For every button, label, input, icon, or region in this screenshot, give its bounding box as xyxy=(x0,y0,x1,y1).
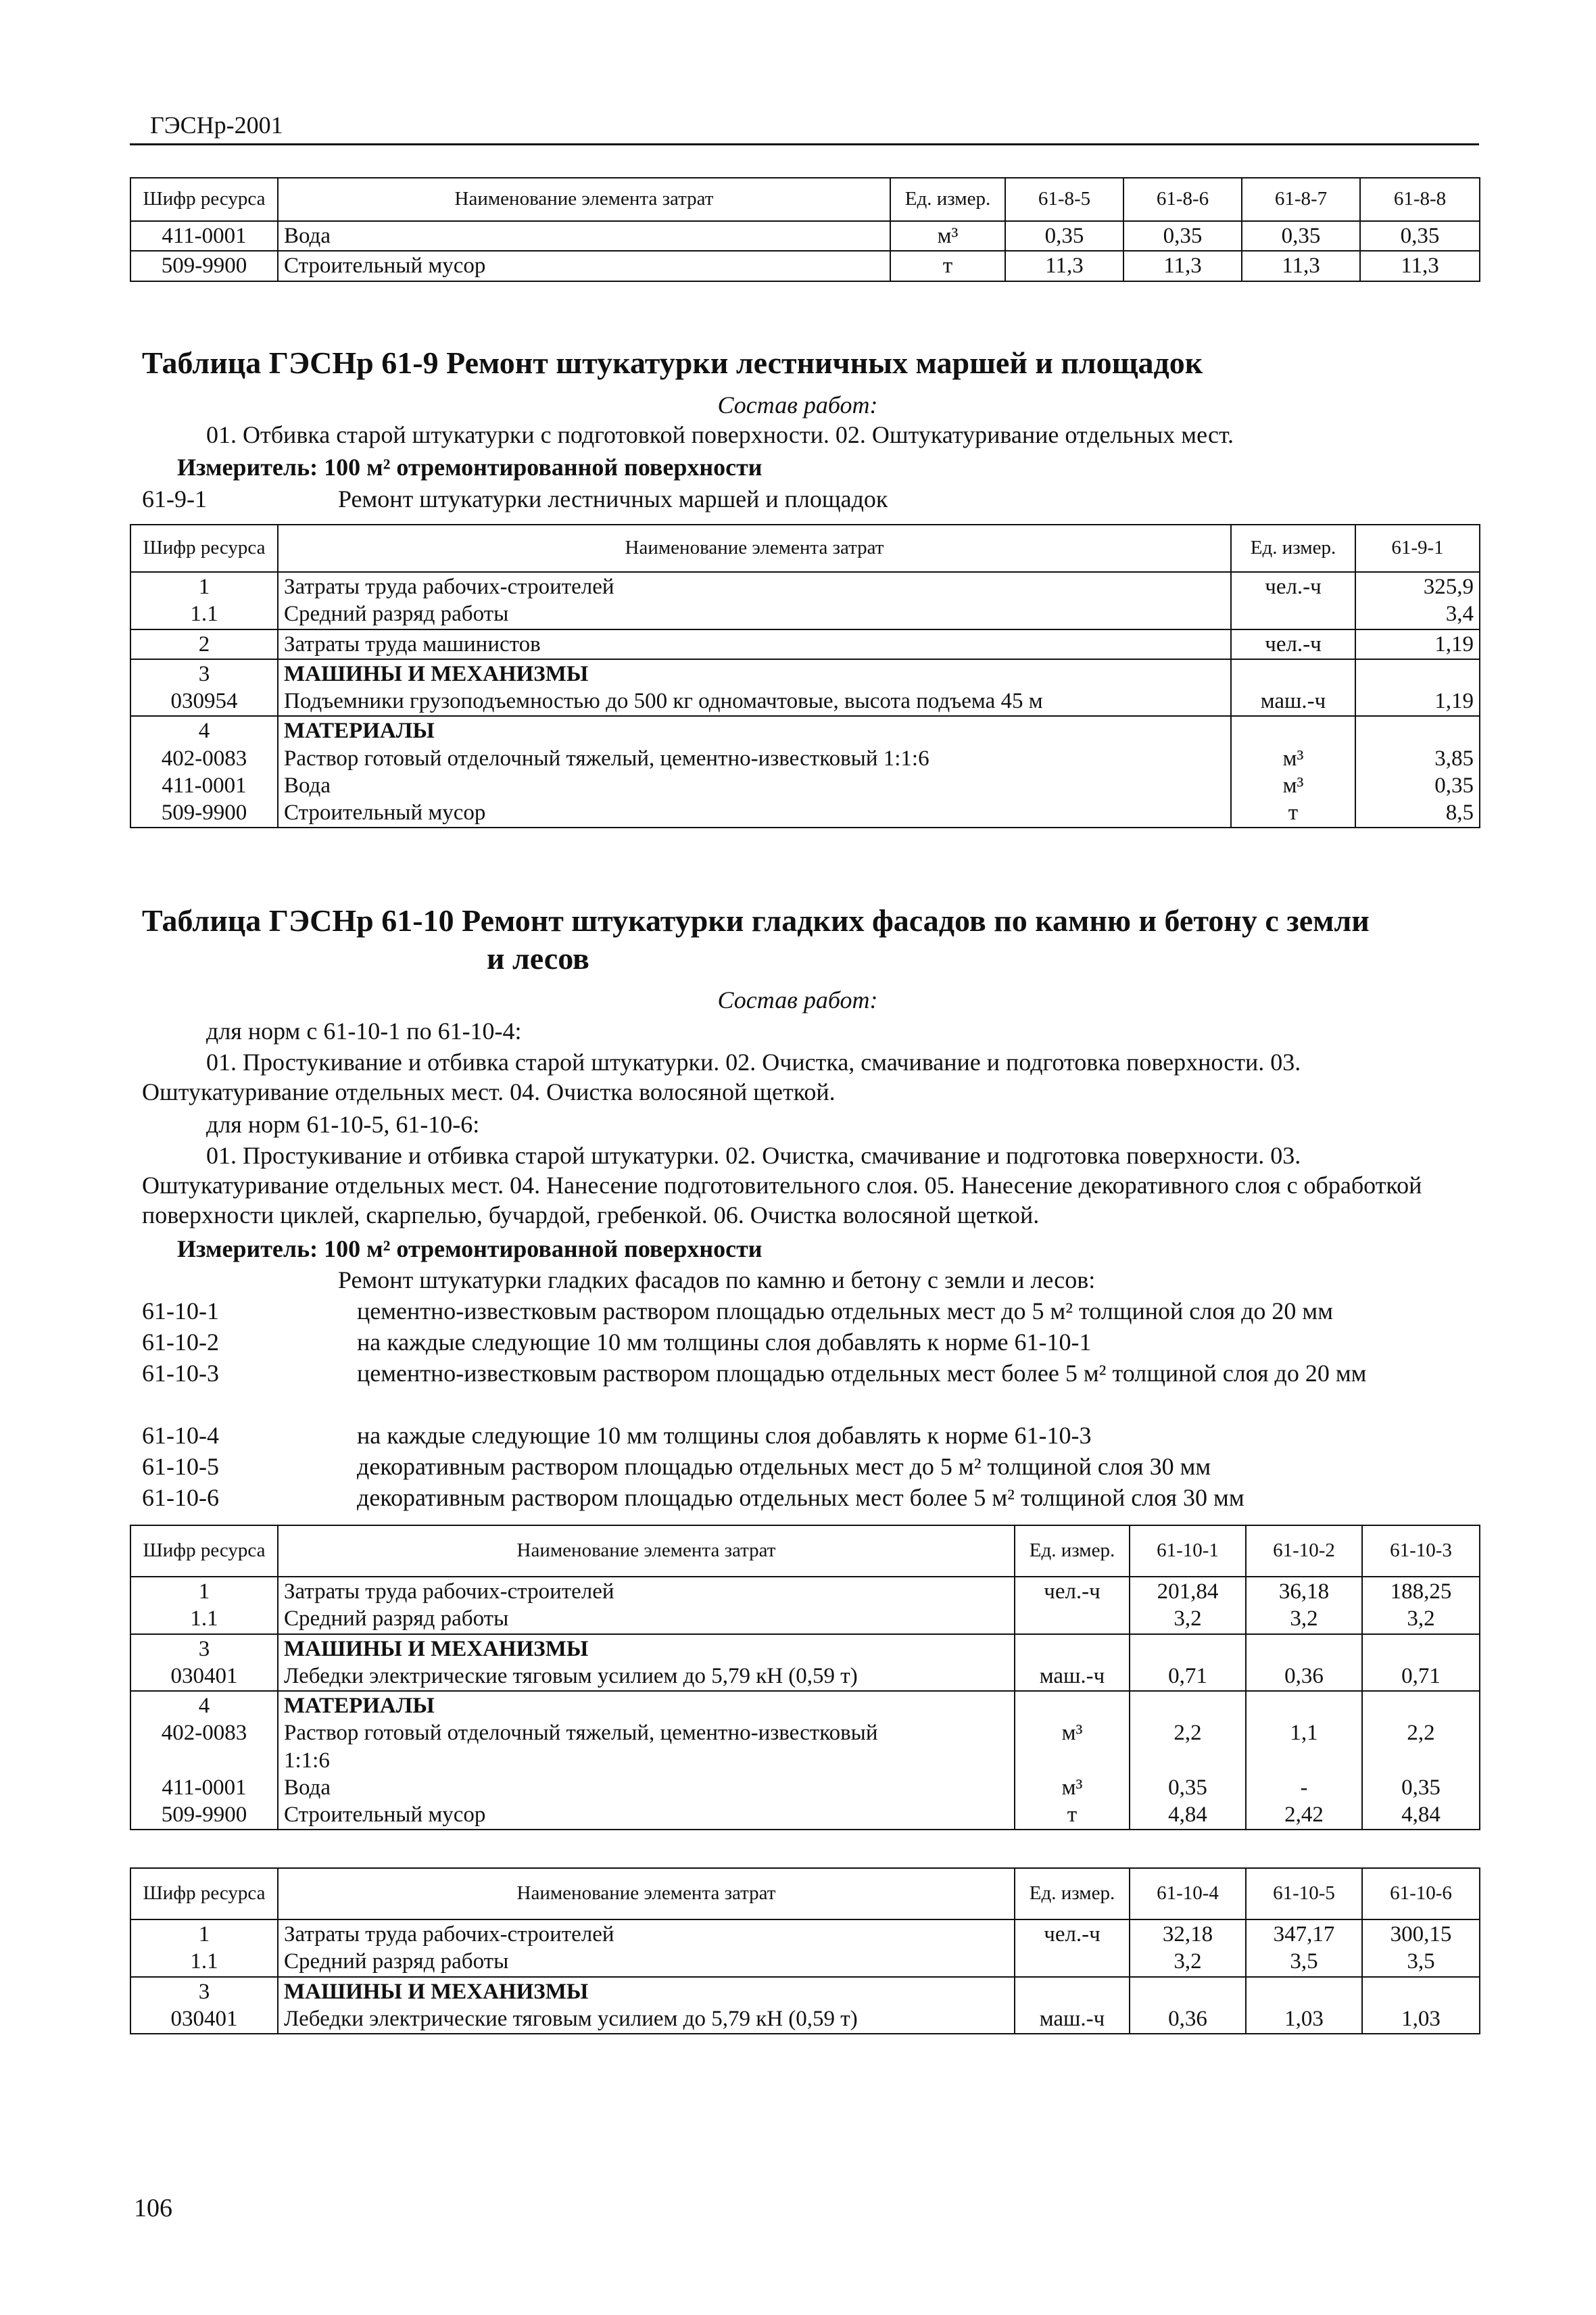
header-col: 61-8-5 xyxy=(1005,178,1123,221)
table-title-61-10-line2: и лесов xyxy=(487,941,589,976)
norm-range-1: для норм с 61-10-1 по 61-10-4: xyxy=(206,1018,522,1045)
norm-code: 61-10-3 xyxy=(142,1360,219,1387)
table-row: 411-0001 Вода м³ 0,35 0,35 0,35 0,35 xyxy=(130,221,1480,251)
header-unit: Ед. измер. xyxy=(1015,1525,1130,1577)
header-rule xyxy=(130,143,1479,145)
header-code: Шифр ресурса xyxy=(130,525,278,572)
table-row: 4 402-0083 411-0001 509-9900 МАТЕРИАЛЫ Раствор готовый отделочный тяжелый, цементно-известковый 1:1:6 Вода Строительный мусор м³ м³ т 2,2 0,35 4,84 1,1 - 2,42 2,2 0,35 4,84 xyxy=(130,1691,1480,1830)
table-61-10-a xyxy=(130,1525,1480,1830)
norm-code: 61-10-6 xyxy=(142,1484,219,1511)
norm-code: 61-10-5 xyxy=(142,1453,219,1480)
table-row: 4 402-0083 411-0001 509-9900 МАТЕРИАЛЫ Раствор готовый отделочный тяжелый, цементно-известковый 1:1:6 Вода Строительный мусор м³ м³ т 3,85 0,35 8,5 xyxy=(130,716,1480,828)
composition-label: Состав работ: xyxy=(717,391,878,419)
norm-range-2: для норм 61-10-5, 61-10-6: xyxy=(206,1111,480,1138)
header-col: 61-10-5 xyxy=(1246,1868,1362,1919)
table-title-61-9: Таблица ГЭСНр 61-9 Ремонт штукатурки лестничных маршей и площадок xyxy=(142,345,1203,380)
table-row: 3 030954 МАШИНЫ И МЕХАНИЗМЫ Подъемники грузоподъемностью до 500 кг одномачтовые, высота подъема 45 м маш.-ч 1,19 xyxy=(130,659,1480,717)
norm-description: на каждые следующие 10 мм толщины слоя добавлять к норме 61-10-1 xyxy=(357,1329,1092,1356)
header-col: 61-8-6 xyxy=(1123,178,1242,221)
header-col: 61-8-7 xyxy=(1242,178,1360,221)
header-code: Шифр ресурса xyxy=(130,1525,278,1577)
composition-text-2: 01. Простукивание и отбивка старой штукатурки. 02. Очистка, смачивание и подготовка поверхности. 03. Оштукатуривание отдельных мест. 04. Нанесение подготовительного слоя. 05. Нанесение декоративного слоя с обработкой поверхности циклей, скарпелью, бучардой, гребенкой. 06. Очистка волосяной щеткой. xyxy=(142,1142,1422,1228)
table-title-61-10-line1: Таблица ГЭСНр 61-10 Ремонт штукатурки гладких фасадов по камню и бетону с земли xyxy=(142,903,1370,938)
norm-code: 61-10-1 xyxy=(142,1297,219,1324)
header-code: Шифр ресурса xyxy=(130,178,278,221)
table-61-10-b xyxy=(130,1867,1480,2034)
measure-unit: Измеритель: 100 м² отремонтированной поверхности xyxy=(177,454,763,481)
composition-label: Состав работ: xyxy=(717,986,878,1013)
page-number: 106 xyxy=(134,2194,172,2222)
measure-unit: Измеритель: 100 м² отремонтированной поверхности xyxy=(177,1235,763,1262)
header-unit: Ед. измер. xyxy=(890,178,1005,221)
header-col: 61-10-1 xyxy=(1130,1525,1246,1577)
norm-description: цементно-известковым раствором площадью отдельных мест до 5 м² толщиной слоя до 20 мм xyxy=(357,1297,1333,1324)
header-unit: Ед. измер. xyxy=(1231,525,1355,572)
header-name: Наименование элемента затрат xyxy=(278,1868,1015,1919)
header-col: 61-10-2 xyxy=(1246,1525,1362,1577)
header-unit: Ед. измер. xyxy=(1015,1868,1130,1919)
table-row: 1 1.1 Затраты труда рабочих-строителей Средний разряд работы чел.-ч 32,18 3,2 347,17 3,5 300,15 3,5 xyxy=(130,1919,1480,1977)
header-name: Наименование элемента затрат xyxy=(278,178,890,221)
header-name: Наименование элемента затрат xyxy=(278,1525,1015,1577)
table-row: 3 030401 МАШИНЫ И МЕХАНИЗМЫ Лебедки электрические тяговым усилием до 5,79 кН (0,59 т) маш.-ч 0,71 0,36 0,71 xyxy=(130,1634,1480,1692)
header-col: 61-10-3 xyxy=(1362,1525,1480,1577)
header-col: 61-10-6 xyxy=(1362,1868,1480,1919)
table-row: 3 030401 МАШИНЫ И МЕХАНИЗМЫ Лебедки электрические тяговым усилием до 5,79 кН (0,59 т) маш.-ч 0,36 1,03 1,03 xyxy=(130,1977,1480,2034)
norm-description: цементно-известковым раствором площадью отдельных мест более 5 м² толщиной слоя до 20 мм xyxy=(357,1360,1367,1387)
norms-intro: Ремонт штукатурки гладких фасадов по камню и бетону с земли и лесов: xyxy=(338,1266,1096,1293)
table-61-9 xyxy=(130,524,1480,828)
norm-code: 61-9-1 xyxy=(142,485,207,512)
header-code: Шифр ресурса xyxy=(130,1868,278,1919)
norm-description: на каждые следующие 10 мм толщины слоя добавлять к норме 61-10-3 xyxy=(357,1422,1092,1449)
norm-description: декоративным раствором площадью отдельных мест до 5 м² толщиной слоя 30 мм xyxy=(357,1453,1211,1480)
header-col: 61-9-1 xyxy=(1355,525,1480,572)
table-row: 509-9900 Строительный мусор т 11,3 11,3 11,3 11,3 xyxy=(130,251,1480,281)
table-row: 1 1.1 Затраты труда рабочих-строителей Средний разряд работы чел.-ч 201,84 3,2 36,18 3,2 188,25 3,2 xyxy=(130,1577,1480,1634)
header-col: 61-8-8 xyxy=(1360,178,1480,221)
header-col: 61-10-4 xyxy=(1130,1868,1246,1919)
norm-code: 61-10-2 xyxy=(142,1329,219,1356)
norm-description: Ремонт штукатурки лестничных маршей и площадок xyxy=(338,485,888,512)
norm-code: 61-10-4 xyxy=(142,1422,219,1449)
composition-text: 01. Отбивка старой штукатурки с подготовкой поверхности. 02. Оштукатуривание отдельных мест. xyxy=(206,421,1234,448)
table-row: 2 Затраты труда машинистов чел.-ч 1,19 xyxy=(130,629,1480,659)
composition-text-1: 01. Простукивание и отбивка старой штукатурки. 02. Очистка, смачивание и подготовка поверхности. 03. Оштукатуривание отдельных мест. 04. Очистка волосяной щеткой. xyxy=(142,1049,1301,1105)
table-row: 1 1.1 Затраты труда рабочих-строителей Средний разряд работы чел.-ч 325,9 3,4 xyxy=(130,572,1480,629)
header-name: Наименование элемента затрат xyxy=(278,525,1231,572)
table-61-8-continuation xyxy=(130,177,1480,282)
norm-description: декоративным раствором площадью отдельных мест более 5 м² толщиной слоя 30 мм xyxy=(357,1484,1244,1511)
running-head: ГЭСНр-2001 xyxy=(150,112,283,139)
